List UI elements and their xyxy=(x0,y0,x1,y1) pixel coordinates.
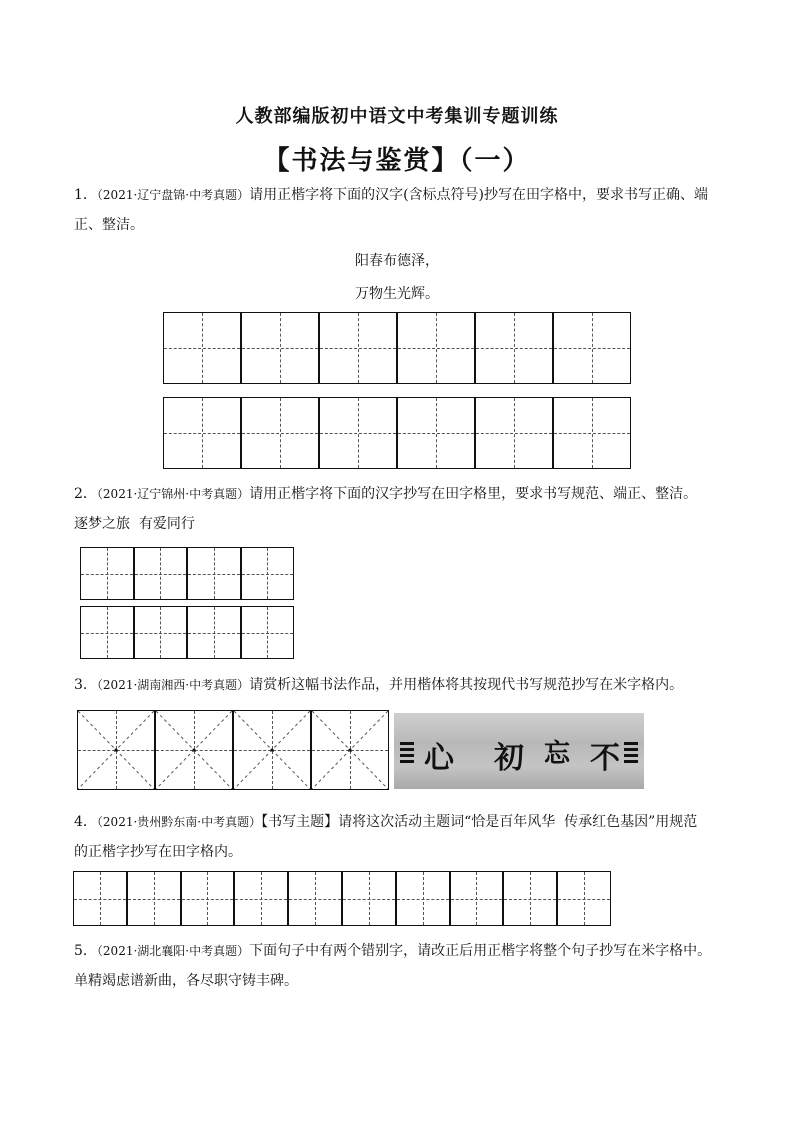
tianzi-grid-q4[interactable] xyxy=(73,871,611,926)
calligraphy-char-4: 心 xyxy=(424,741,454,776)
calligraphy-char-3: 初 xyxy=(494,741,524,776)
tianzi-cell[interactable] xyxy=(397,397,475,469)
mizi-cell[interactable] xyxy=(233,710,311,790)
seal-mark-icon xyxy=(400,739,414,763)
tianzi-cell[interactable] xyxy=(319,397,397,469)
question-text: 请用正楷字将下面的汉字(含标点符号)抄写在田字格中，要求书写正确、端 xyxy=(249,187,709,203)
document-title: 人教部编版初中语文中考集训专题训练 xyxy=(235,106,559,127)
tianzi-cell[interactable] xyxy=(503,871,557,926)
tianzi-cell[interactable] xyxy=(187,547,241,600)
tianzi-cell[interactable] xyxy=(181,871,235,926)
question-number: 4． xyxy=(74,814,97,830)
tianzi-cell[interactable] xyxy=(73,871,127,926)
tianzi-grid-q2-row2[interactable] xyxy=(80,606,294,659)
tianzi-cell[interactable] xyxy=(241,397,319,469)
question-text: 请用正楷字将下面的汉字抄写在田字格里，要求书写规范、端正、整洁。 xyxy=(249,486,698,502)
tianzi-cell[interactable] xyxy=(475,397,553,469)
question-1 xyxy=(74,180,734,240)
mizi-grid-q3[interactable] xyxy=(77,710,389,790)
tianzi-cell[interactable] xyxy=(134,606,188,659)
tianzi-cell[interactable] xyxy=(397,312,475,384)
question-source: （2021·湖南湘西·中考真题） xyxy=(96,678,250,692)
tianzi-grid-q2-row1[interactable] xyxy=(80,547,294,600)
calligraphy-image xyxy=(394,713,644,789)
poem-line-1: 阳春布德泽， xyxy=(355,253,439,269)
calligraphy-char-2: 忘 xyxy=(544,739,571,769)
tianzi-cell[interactable] xyxy=(342,871,396,926)
question-text-cont: 的正楷字抄写在田字格内。 xyxy=(74,844,242,860)
seal-mark-icon xyxy=(624,739,638,763)
question-4 xyxy=(74,807,734,867)
question-3 xyxy=(74,670,734,700)
question-source: （2021·贵州黔东南·中考真题） xyxy=(96,815,262,829)
tianzi-cell[interactable] xyxy=(134,547,188,600)
tianzi-cell[interactable] xyxy=(127,871,181,926)
question-number: 1． xyxy=(74,187,97,203)
tianzi-cell[interactable] xyxy=(557,871,611,926)
tianzi-cell[interactable] xyxy=(163,312,241,384)
tianzi-cell[interactable] xyxy=(187,606,241,659)
tianzi-cell[interactable] xyxy=(319,312,397,384)
question-text: 下面句子中有两个错别字，请改正后用正楷字将整个句子抄写在米字格中。 xyxy=(249,943,712,959)
tianzi-grid-q1-row1[interactable] xyxy=(163,312,631,384)
mizi-cell[interactable] xyxy=(311,710,389,790)
question-text-cont: 正、整洁。 xyxy=(74,217,144,233)
tianzi-cell[interactable] xyxy=(553,312,631,384)
question-5 xyxy=(74,936,734,996)
poem-line-2: 万物生光辉。 xyxy=(355,286,439,302)
mizi-cell[interactable] xyxy=(155,710,233,790)
question-source: （2021·湖北襄阳·中考真题） xyxy=(96,944,250,958)
tianzi-cell[interactable] xyxy=(163,397,241,469)
tianzi-cell[interactable] xyxy=(475,312,553,384)
question-number: 5． xyxy=(74,943,97,959)
question-number: 3． xyxy=(74,677,97,693)
question-phrase: 逐梦之旅 有爱同行 xyxy=(74,516,195,532)
tianzi-cell[interactable] xyxy=(288,871,342,926)
question-source: （2021·辽宁锦州·中考真题） xyxy=(96,487,250,501)
tianzi-cell[interactable] xyxy=(80,606,134,659)
tianzi-cell[interactable] xyxy=(450,871,504,926)
document-subtitle: 【书法与鉴赏】（一） xyxy=(263,146,531,176)
calligraphy-char-1: 不 xyxy=(590,741,620,776)
tianzi-cell[interactable] xyxy=(396,871,450,926)
question-text: 【书写主题】请将这次活动主题词“恰是百年风华 传承红色基因”用规范 xyxy=(261,814,698,830)
tianzi-cell[interactable] xyxy=(80,547,134,600)
question-2 xyxy=(74,479,734,539)
tianzi-cell[interactable] xyxy=(241,547,295,600)
question-sentence: 单精竭虑谱新曲，各尽职守铸丰碑。 xyxy=(74,973,298,989)
tianzi-cell[interactable] xyxy=(234,871,288,926)
tianzi-cell[interactable] xyxy=(553,397,631,469)
tianzi-grid-q1-row2[interactable] xyxy=(163,397,631,469)
tianzi-cell[interactable] xyxy=(241,606,295,659)
mizi-cell[interactable] xyxy=(77,710,155,790)
question-source: （2021·辽宁盘锦·中考真题） xyxy=(96,188,250,202)
question-number: 2． xyxy=(74,486,97,502)
question-text: 请赏析这幅书法作品，并用楷体将其按现代书写规范抄写在米字格内。 xyxy=(249,677,684,693)
tianzi-cell[interactable] xyxy=(241,312,319,384)
